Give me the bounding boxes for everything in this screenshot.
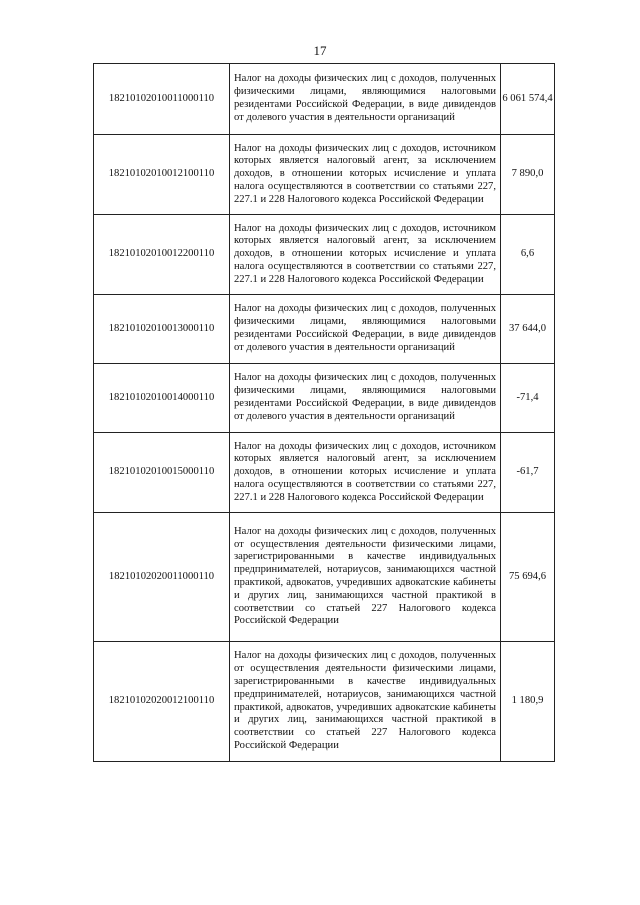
income-description: Налог на доходы физических лиц с доходов, источником которых является налоговый агент, за исключением доходов, в отношении которых исчисление и уплата налога осуществляются в соответствии со статьями 227, 227.1 и 228 Налогового кодекса Российской Федерации: [230, 433, 501, 513]
table-row: [94, 513, 555, 642]
budget-code: 18210102020011000110: [94, 513, 230, 642]
income-description: Налог на доходы физических лиц с доходов, полученных физическими лицами, являющимися налоговыми резидентами Российской Федерации, в виде дивидендов от долевого участия в деятельности организаций: [230, 64, 501, 135]
income-description: Налог на доходы физических лиц с доходов, источником которых является налоговый агент, за исключением доходов, в отношении которых исчисление и уплата налога осуществляются в соответствии со статьями 227, 227.1 и 228 Налогового кодекса Российской Федерации: [230, 135, 501, 215]
table-row: [94, 64, 555, 135]
budget-code: 18210102020012100110: [94, 642, 230, 762]
budget-code: 18210102010015000110: [94, 433, 230, 513]
budget-code: 18210102010012100110: [94, 135, 230, 215]
budget-table: [93, 63, 555, 762]
income-description: Налог на доходы физических лиц с доходов, полученных от осуществления деятельности физическими лицами, зарегистрированными в качестве индивидуальных предпринимателей, нотариусов, занимающихся частной практикой, адвокатов, учредивших адвокатские кабинеты и других лиц, занимающихся частной практикой в соответствии со статьей 227 Налогового кодекса Российской Федерации: [230, 642, 501, 762]
budget-code: 18210102010012200110: [94, 215, 230, 295]
table-row: [94, 215, 555, 295]
amount: 7 890,0: [501, 135, 555, 215]
income-description: Налог на доходы физических лиц с доходов, полученных от осуществления деятельности физическими лицами, зарегистрированными в качестве индивидуальных предпринимателей, нотариусов, занимающихся частной практикой, адвокатов, учредивших адвокатские кабинеты и других лиц, занимающихся частной практикой в соответствии со статьей 227 Налогового кодекса Российской Федерации: [230, 513, 501, 642]
amount: 1 180,9: [501, 642, 555, 762]
income-description: Налог на доходы физических лиц с доходов, источником которых является налоговый агент, за исключением доходов, в отношении которых исчисление и уплата налога осуществляются в соответствии со статьями 227, 227.1 и 228 Налогового кодекса Российской Федерации: [230, 215, 501, 295]
amount: -71,4: [501, 364, 555, 433]
table-row: [94, 295, 555, 364]
amount: -61,7: [501, 433, 555, 513]
table-row: [94, 364, 555, 433]
budget-code: 18210102010013000110: [94, 295, 230, 364]
page-number: 17: [313, 43, 327, 58]
table-row: [94, 642, 555, 762]
table-row: [94, 135, 555, 215]
income-description: Налог на доходы физических лиц с доходов, полученных физическими лицами, являющимися налоговыми резидентами Российской Федерации, в виде дивидендов от долевого участия в деятельности организаций: [230, 364, 501, 433]
budget-code: 18210102010014000110: [94, 364, 230, 433]
table-row: [94, 433, 555, 513]
budget-code: 18210102010011000110: [94, 64, 230, 135]
income-description: Налог на доходы физических лиц с доходов, полученных физическими лицами, являющимися налоговыми резидентами Российской Федерации, в виде дивидендов от долевого участия в деятельности организаций: [230, 295, 501, 364]
amount: 6,6: [501, 215, 555, 295]
amount: 37 644,0: [501, 295, 555, 364]
amount: 6 061 574,4: [501, 64, 555, 135]
amount: 75 694,6: [501, 513, 555, 642]
